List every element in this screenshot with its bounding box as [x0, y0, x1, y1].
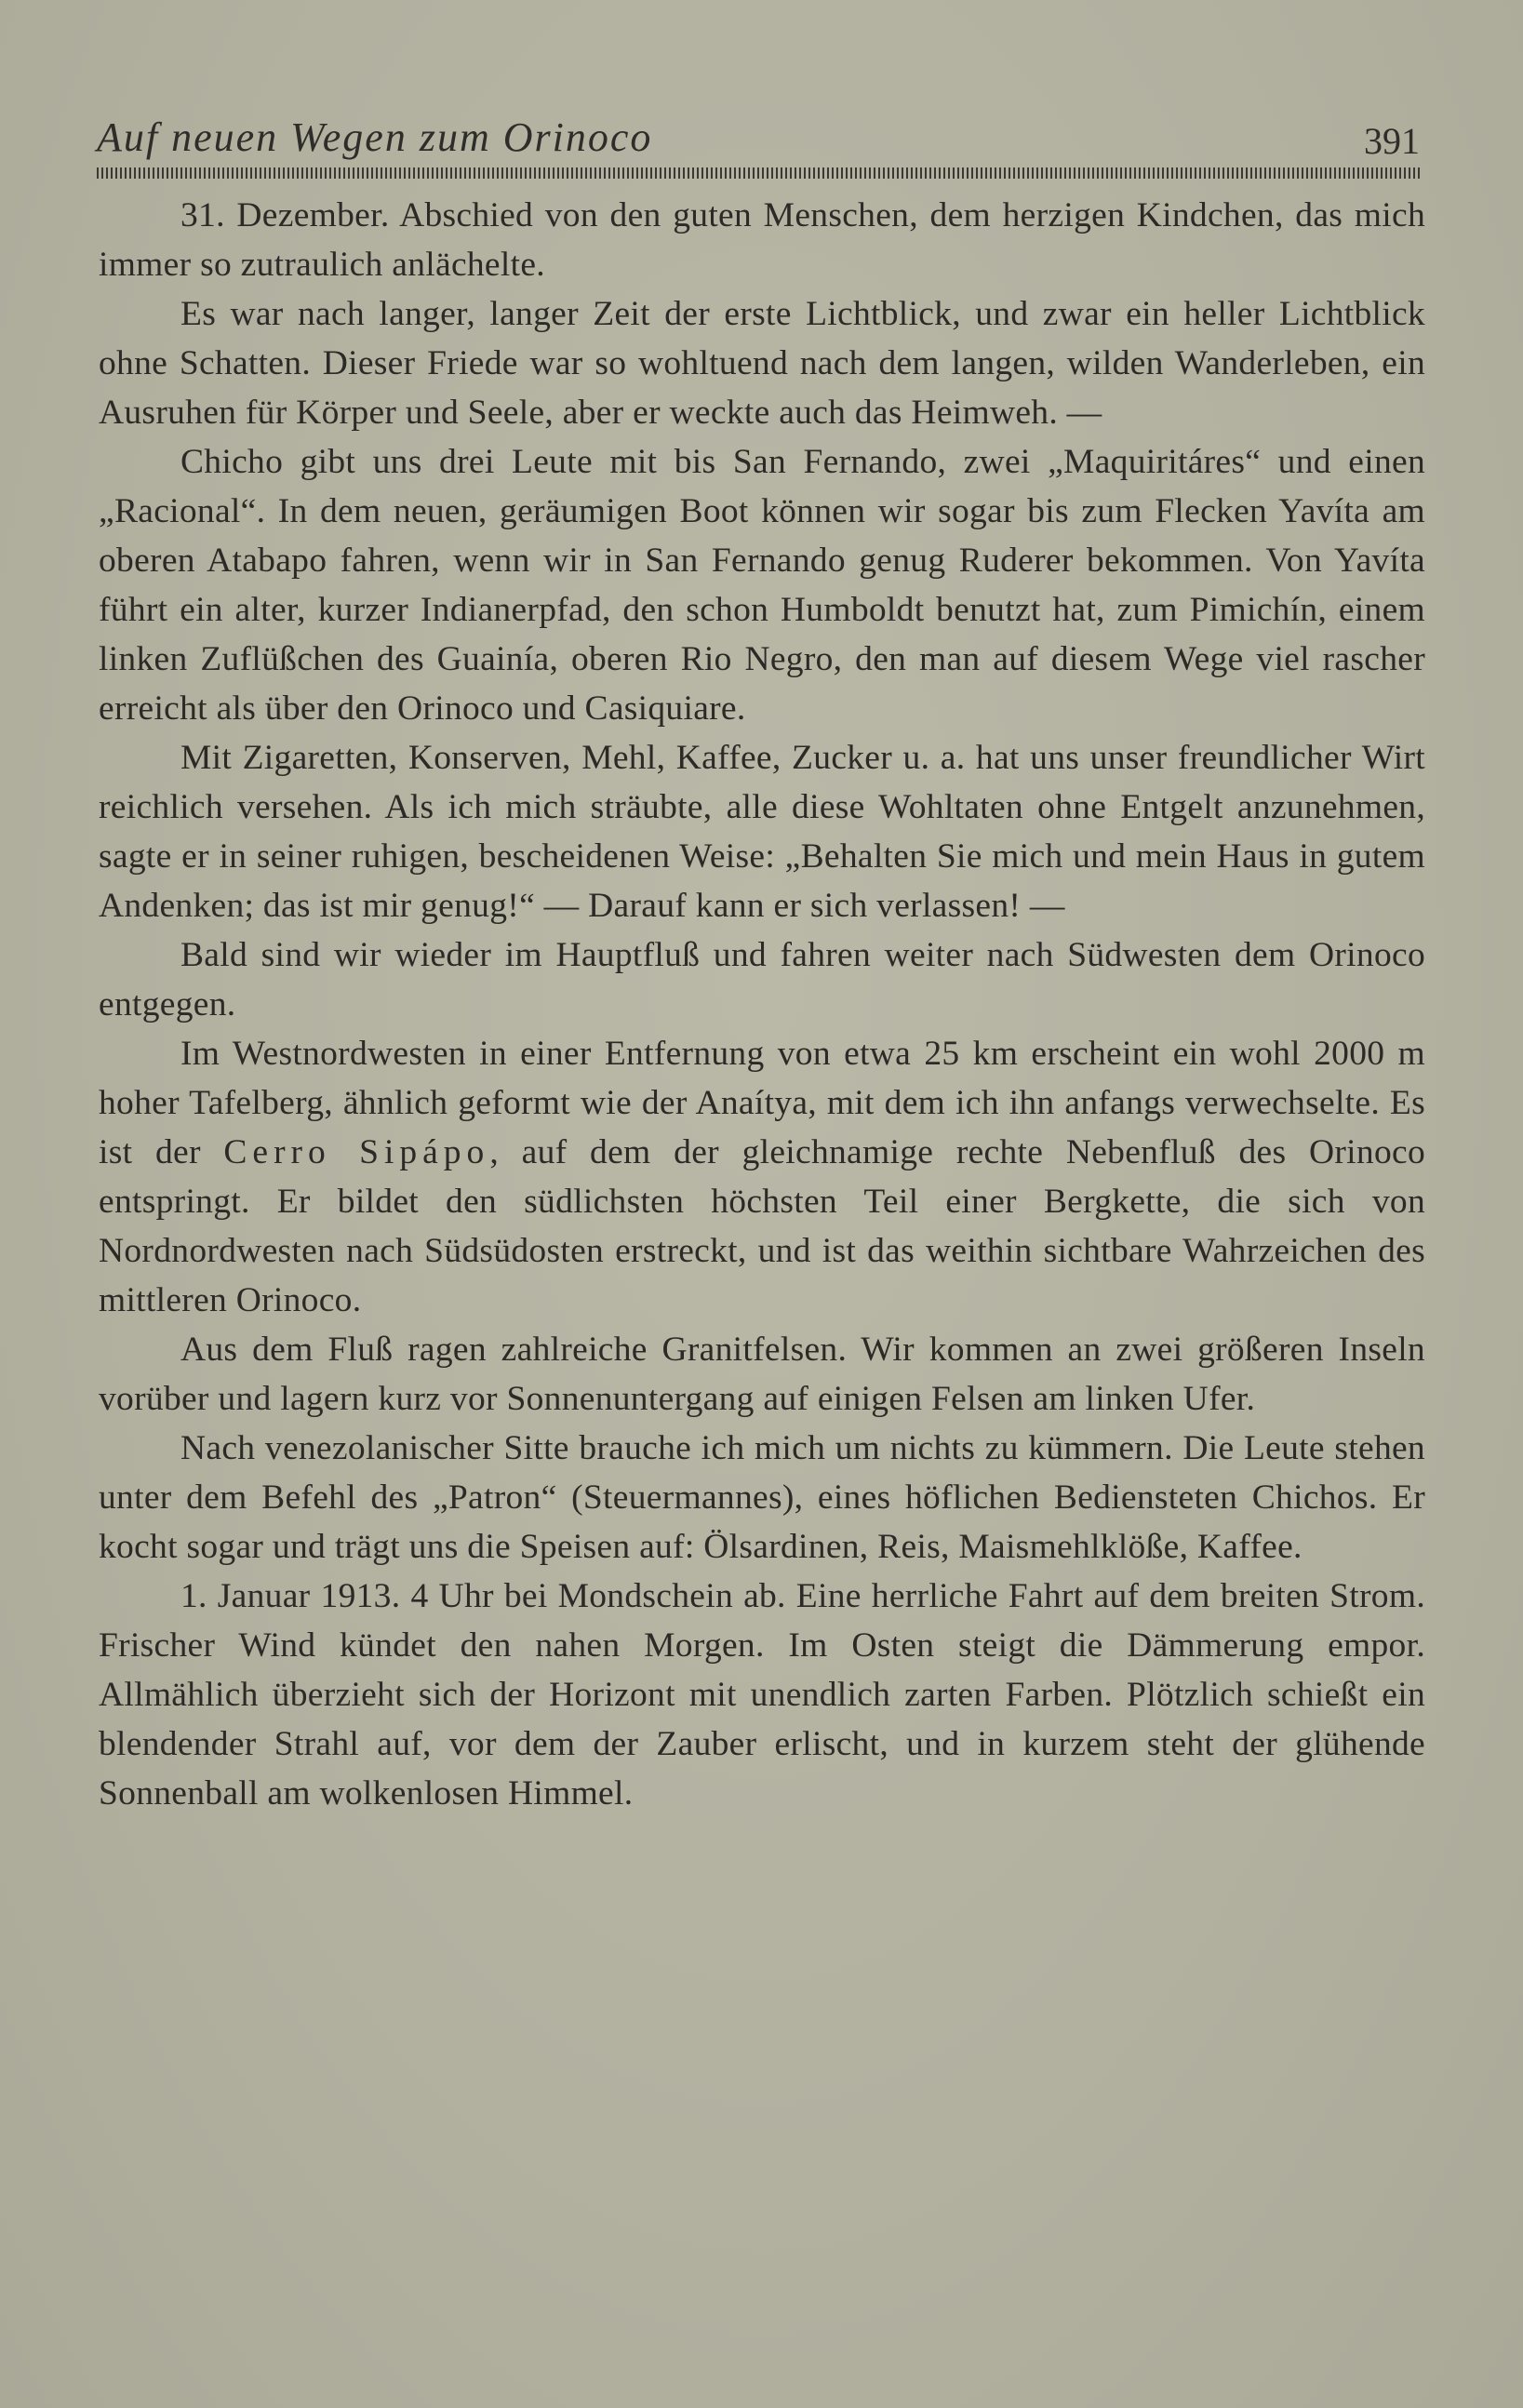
paragraph-text: , auf dem der gleichnamige rechte Nebenfluß des Orinoco entspringt. Er bildet den südlichsten höchsten Teil einer Bergkette, die sich von Nordnordwesten nach Südsüdosten erstreckt, und ist das weithin sichtbare Wahrzeichen des mittleren Orinoco. — [99, 1133, 1425, 1319]
running-title: Auf neuen Wegen zum Orinoco — [97, 114, 653, 160]
paragraph-sipapo — [99, 1029, 1425, 1325]
paragraph-text: Im Westnordwesten in einer Entfernung von etwa 25 km erscheint ein wohl 2000 m hoher Tafelberg, ähnlich geformt wie der Anaítya, mit dem ich ihn anfangs verwechselte. Es ist der — [99, 1035, 1425, 1171]
paragraph: Aus dem Fluß ragen zahlreiche Granitfelsen. Wir kommen an zwei größeren Inseln vorüber und lagern kurz vor Sonnenuntergang auf einigen Felsen am linken Ufer. — [99, 1331, 1425, 1418]
body-text — [99, 191, 1425, 1818]
paragraph: 1. Januar 1913. 4 Uhr bei Mondschein ab. Eine herrliche Fahrt auf dem breiten Strom. Frischer Wind kündet den nahen Morgen. Im Osten steigt die Dämmerung empor. Allmählich überzieht sich der Horizont mit unendlich zarten Farben. Plötzlich schießt ein blendender Strahl auf, vor dem der Zauber erlischt, und in kurzem steht der glühende Sonnenball am wolkenlosen Himmel. — [99, 1577, 1425, 1813]
paragraph: Mit Zigaretten, Konserven, Mehl, Kaffee, Zucker u. a. hat uns unser freundlicher Wirt reichlich versehen. Als ich mich sträubte, alle diese Wohltaten ohne Entgelt anzunehmen, sagte er in seiner ruhigen, bescheidenen Weise: „Behalten Sie mich und mein Haus in gutem Andenken; das ist mir genug!“ — Darauf kann er sich verlassen! — — [99, 739, 1425, 925]
page-number: 391 — [1364, 120, 1420, 162]
paragraph: 31. Dezember. Abschied von den guten Menschen, dem herzigen Kindchen, das mich immer so zutraulich anlächelte. — [99, 196, 1425, 284]
paragraph: Bald sind wir wieder im Hauptfluß und fahren weiter nach Südwesten dem Orinoco entgegen. — [99, 936, 1425, 1023]
paragraph: Chicho gibt uns drei Leute mit bis San Fernando, zwei „Maquiritáres“ und einen „Racional“. In dem neuen, geräumigen Boot können wir sogar bis zum Flecken Yavíta am oberen Atabapo fahren, wenn wir in San Fernando genug Ruderer bekommen. Von Yavíta führt ein alter, kurzer Indianerpfad, den schon Humboldt benutzt hat, zum Pimichín, einem linken Zuflüßchen des Guainía, oberen Rio Negro, den man auf diesem Wege viel rascher erreicht als über den Orinoco und Casiquiare. — [99, 443, 1425, 728]
header-rule — [97, 167, 1420, 179]
paragraph: Nach venezolanischer Sitte brauche ich mich um nichts zu kümmern. Die Leute stehen unter dem Befehl des „Patron“ (Steuermannes), eines höflichen Bediensteten Chichos. Er kocht sogar und trägt uns die Speisen auf: Ölsardinen, Reis, Maismehlklöße, Kaffee. — [99, 1429, 1425, 1566]
paragraph: Es war nach langer, langer Zeit der erste Lichtblick, und zwar ein heller Lichtblick ohne Schatten. Dieser Friede war so wohltuend nach dem langen, wilden Wanderleben, ein Ausruhen für Körper und Seele, aber er weckte auch das Heimweh. — — [99, 295, 1425, 432]
page-header — [97, 114, 1420, 171]
spaced-name: Cerro Sipápo — [223, 1133, 490, 1171]
